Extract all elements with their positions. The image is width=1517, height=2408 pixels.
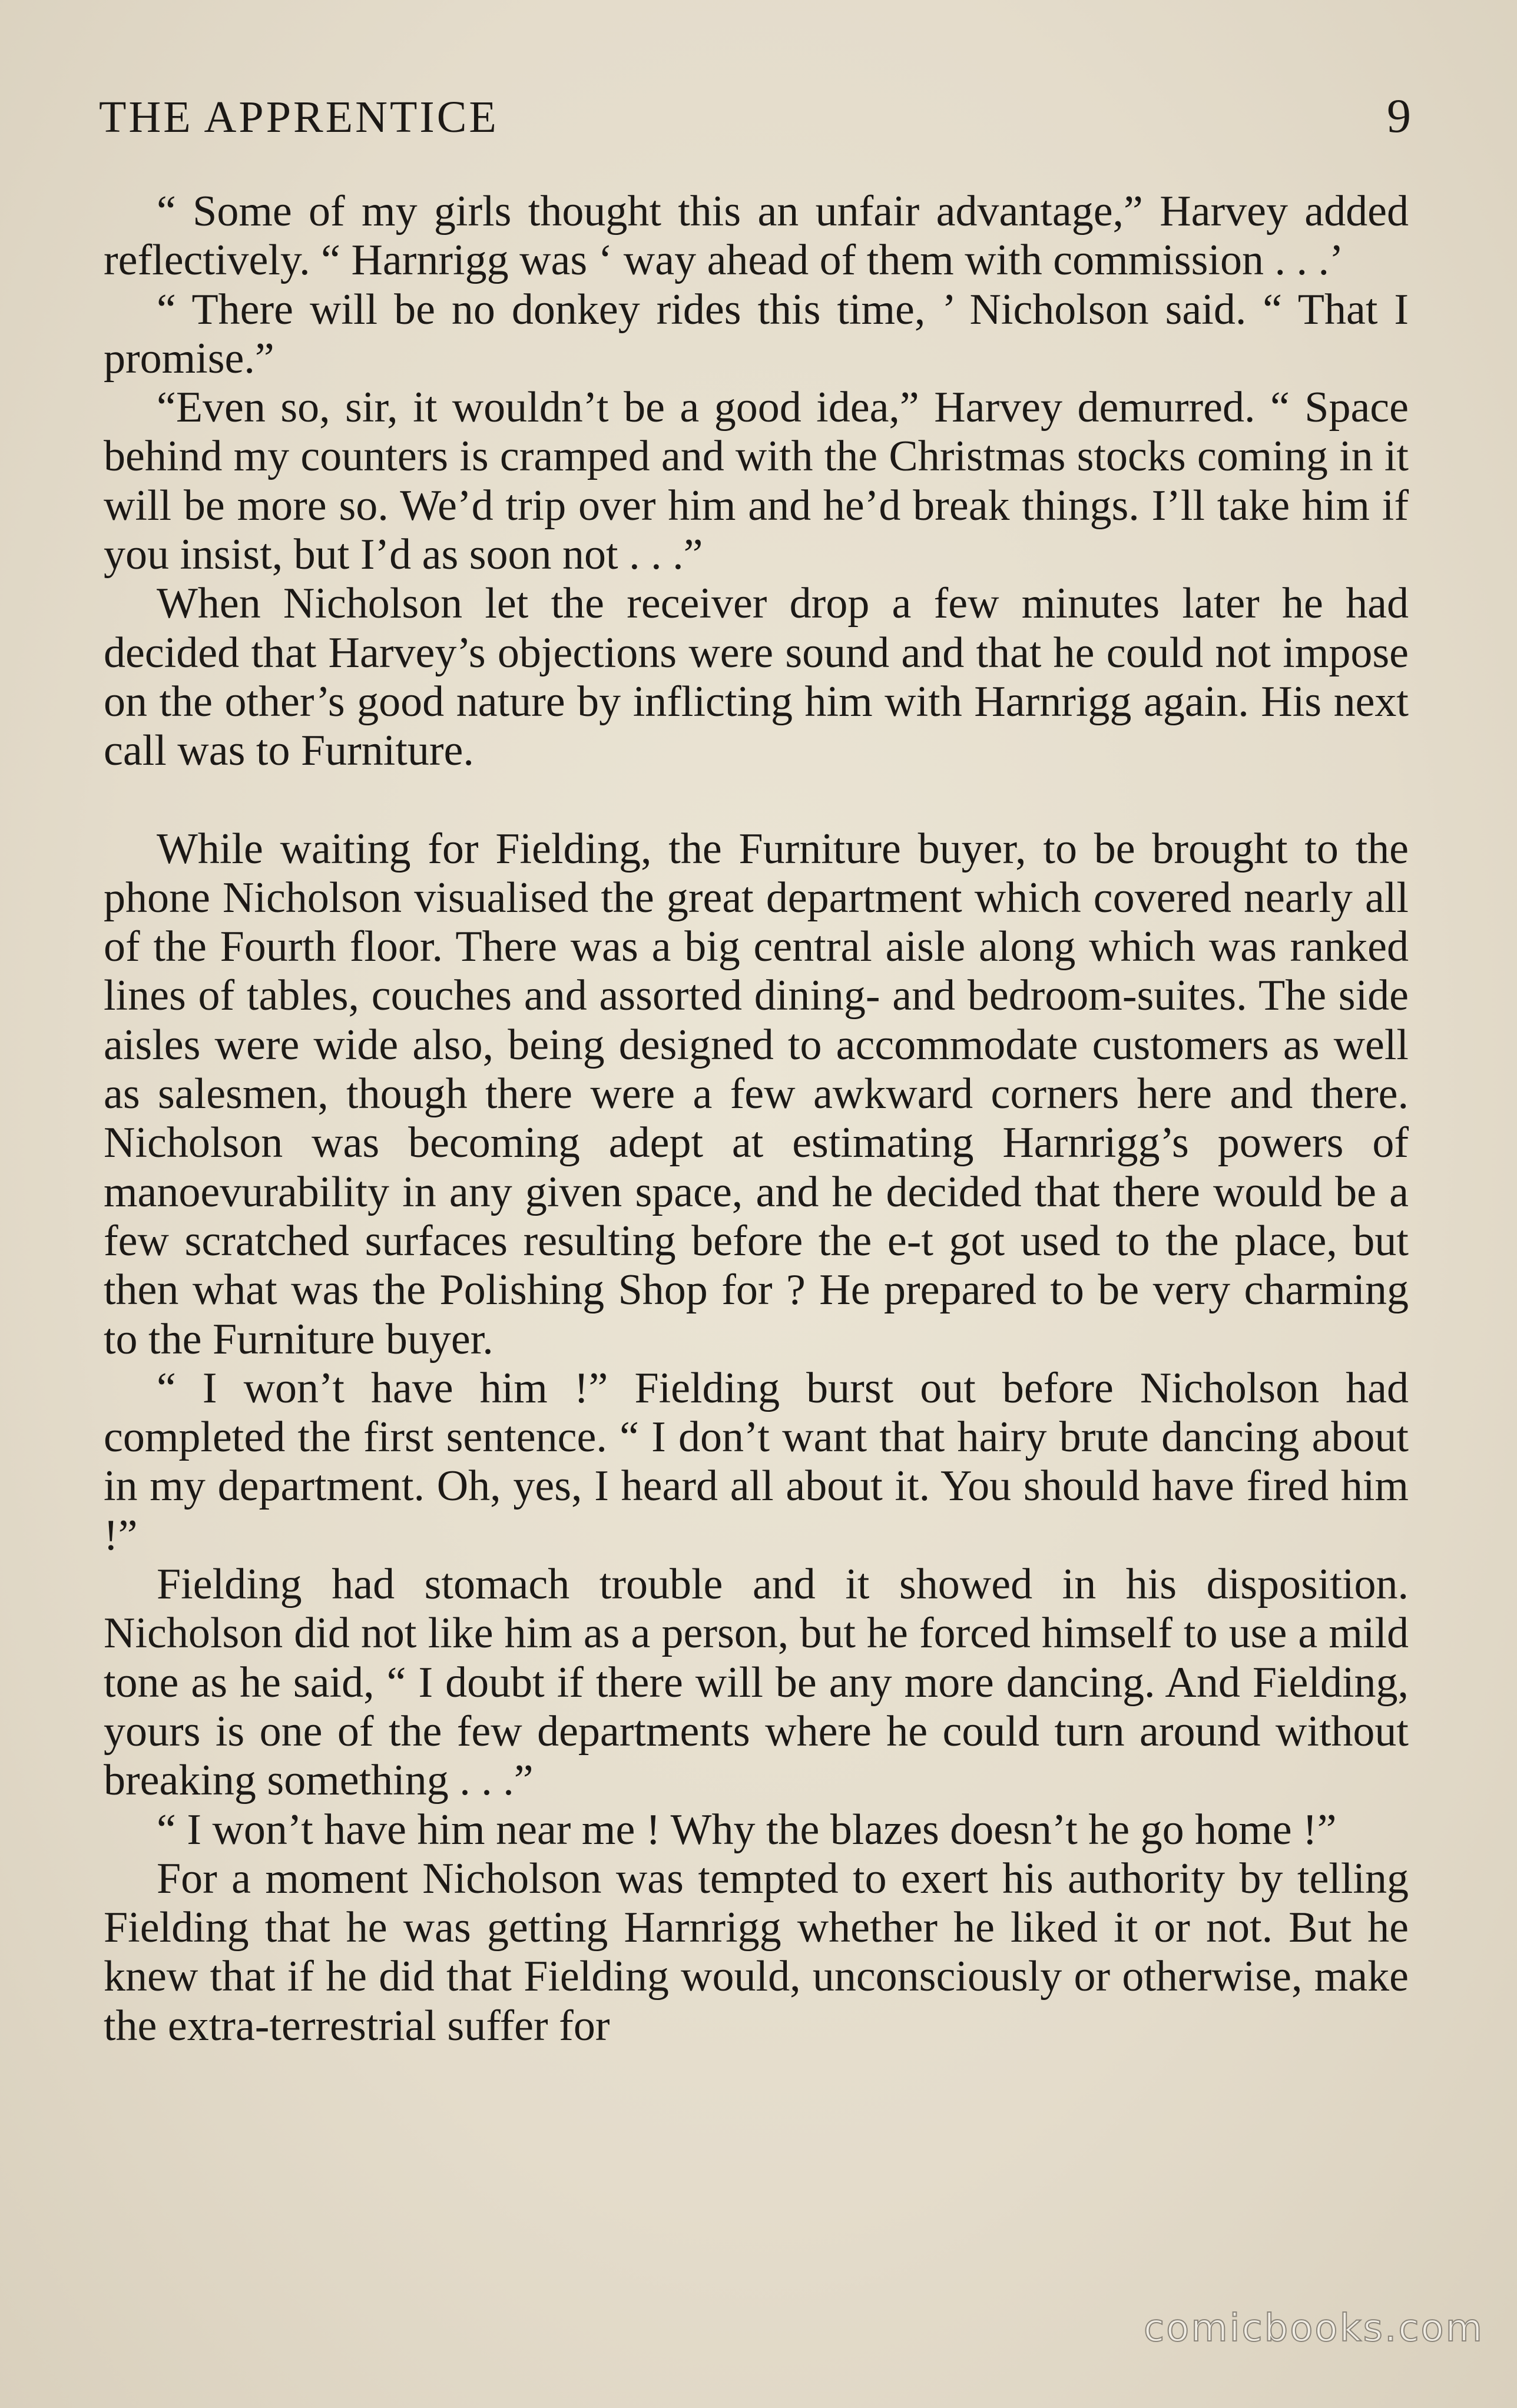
running-title: THE APPRENTICE: [99, 92, 499, 142]
page-number: 9: [1387, 89, 1411, 142]
watermark: comicbooks.com: [1143, 2307, 1484, 2350]
paragraph: Fielding had stomach trouble and it showed in his disposition. Nicholson did not like him as a person, but he forced himself to use a mild tone as he said, “ I doubt if there will be any more dancing. And Fielding, yours is one of the few departments where he could turn around without breaking something . . .”: [104, 1560, 1409, 1805]
paragraph: For a moment Nicholson was tempted to exert his authority by telling Fielding that he was getting Harnrigg whether he liked it or not. But he knew that if he did that Fielding would, unconsciously or otherwise, make the extra-terrestrial suffer for: [104, 1854, 1409, 2050]
paragraph: “ There will be no donkey rides this time, ’ Nicholson said. “ That I promise.”: [104, 285, 1409, 383]
paragraph: “ I won’t have him !” Fielding burst out before Nicholson had completed the first sentence. “ I don’t want that hairy brute dancing about in my department. Oh, yes, I heard all about it. You should have fired him !”: [104, 1364, 1409, 1560]
paragraph: While waiting for Fielding, the Furniture buyer, to be brought to the phone Nicholson visualised the great department which covered nearly all of the Fourth floor. There was a big central aisle along which was ranked lines of tables, couches and assorted dining- and bedroom-suites. The side aisles were wide also, being designed to accommodate customers as well as salesmen, though there were a few awkward corners here and there. Nicholson was becoming adept at estimating Harnrigg’s powers of manoevurability in any given space, and he decided that there would be a few scratched surfaces resulting before the e-t got used to the place, but then what was the Polishing Shop for ? He prepared to be very charming to the Furniture buyer.: [104, 824, 1409, 1364]
paragraph: “ I won’t have him near me ! Why the blazes doesn’t he go home !”: [157, 1805, 1337, 1854]
body-text: [104, 187, 1409, 2051]
running-head: [99, 88, 1411, 153]
paragraph: When Nicholson let the receiver drop a few minutes later he had decided that Harvey’s objections were sound and that he could not impose on the other’s good nature by inflicting him with Harnrigg again. His next call was to Furniture.: [104, 579, 1409, 775]
paragraph: “Even so, sir, it wouldn’t be a good idea,” Harvey demurred. “ Space behind my counters is cramped and with the Christmas stocks coming in it will be more so. We’d trip over him and he’d break things. I’ll take him if you insist, but I’d as soon not . . .”: [104, 383, 1409, 579]
paragraph: “ Some of my girls thought this an unfair advantage,” Harvey added reflectively. “ Harnrigg was ‘ way ahead of them with commission . . .’: [104, 187, 1409, 285]
